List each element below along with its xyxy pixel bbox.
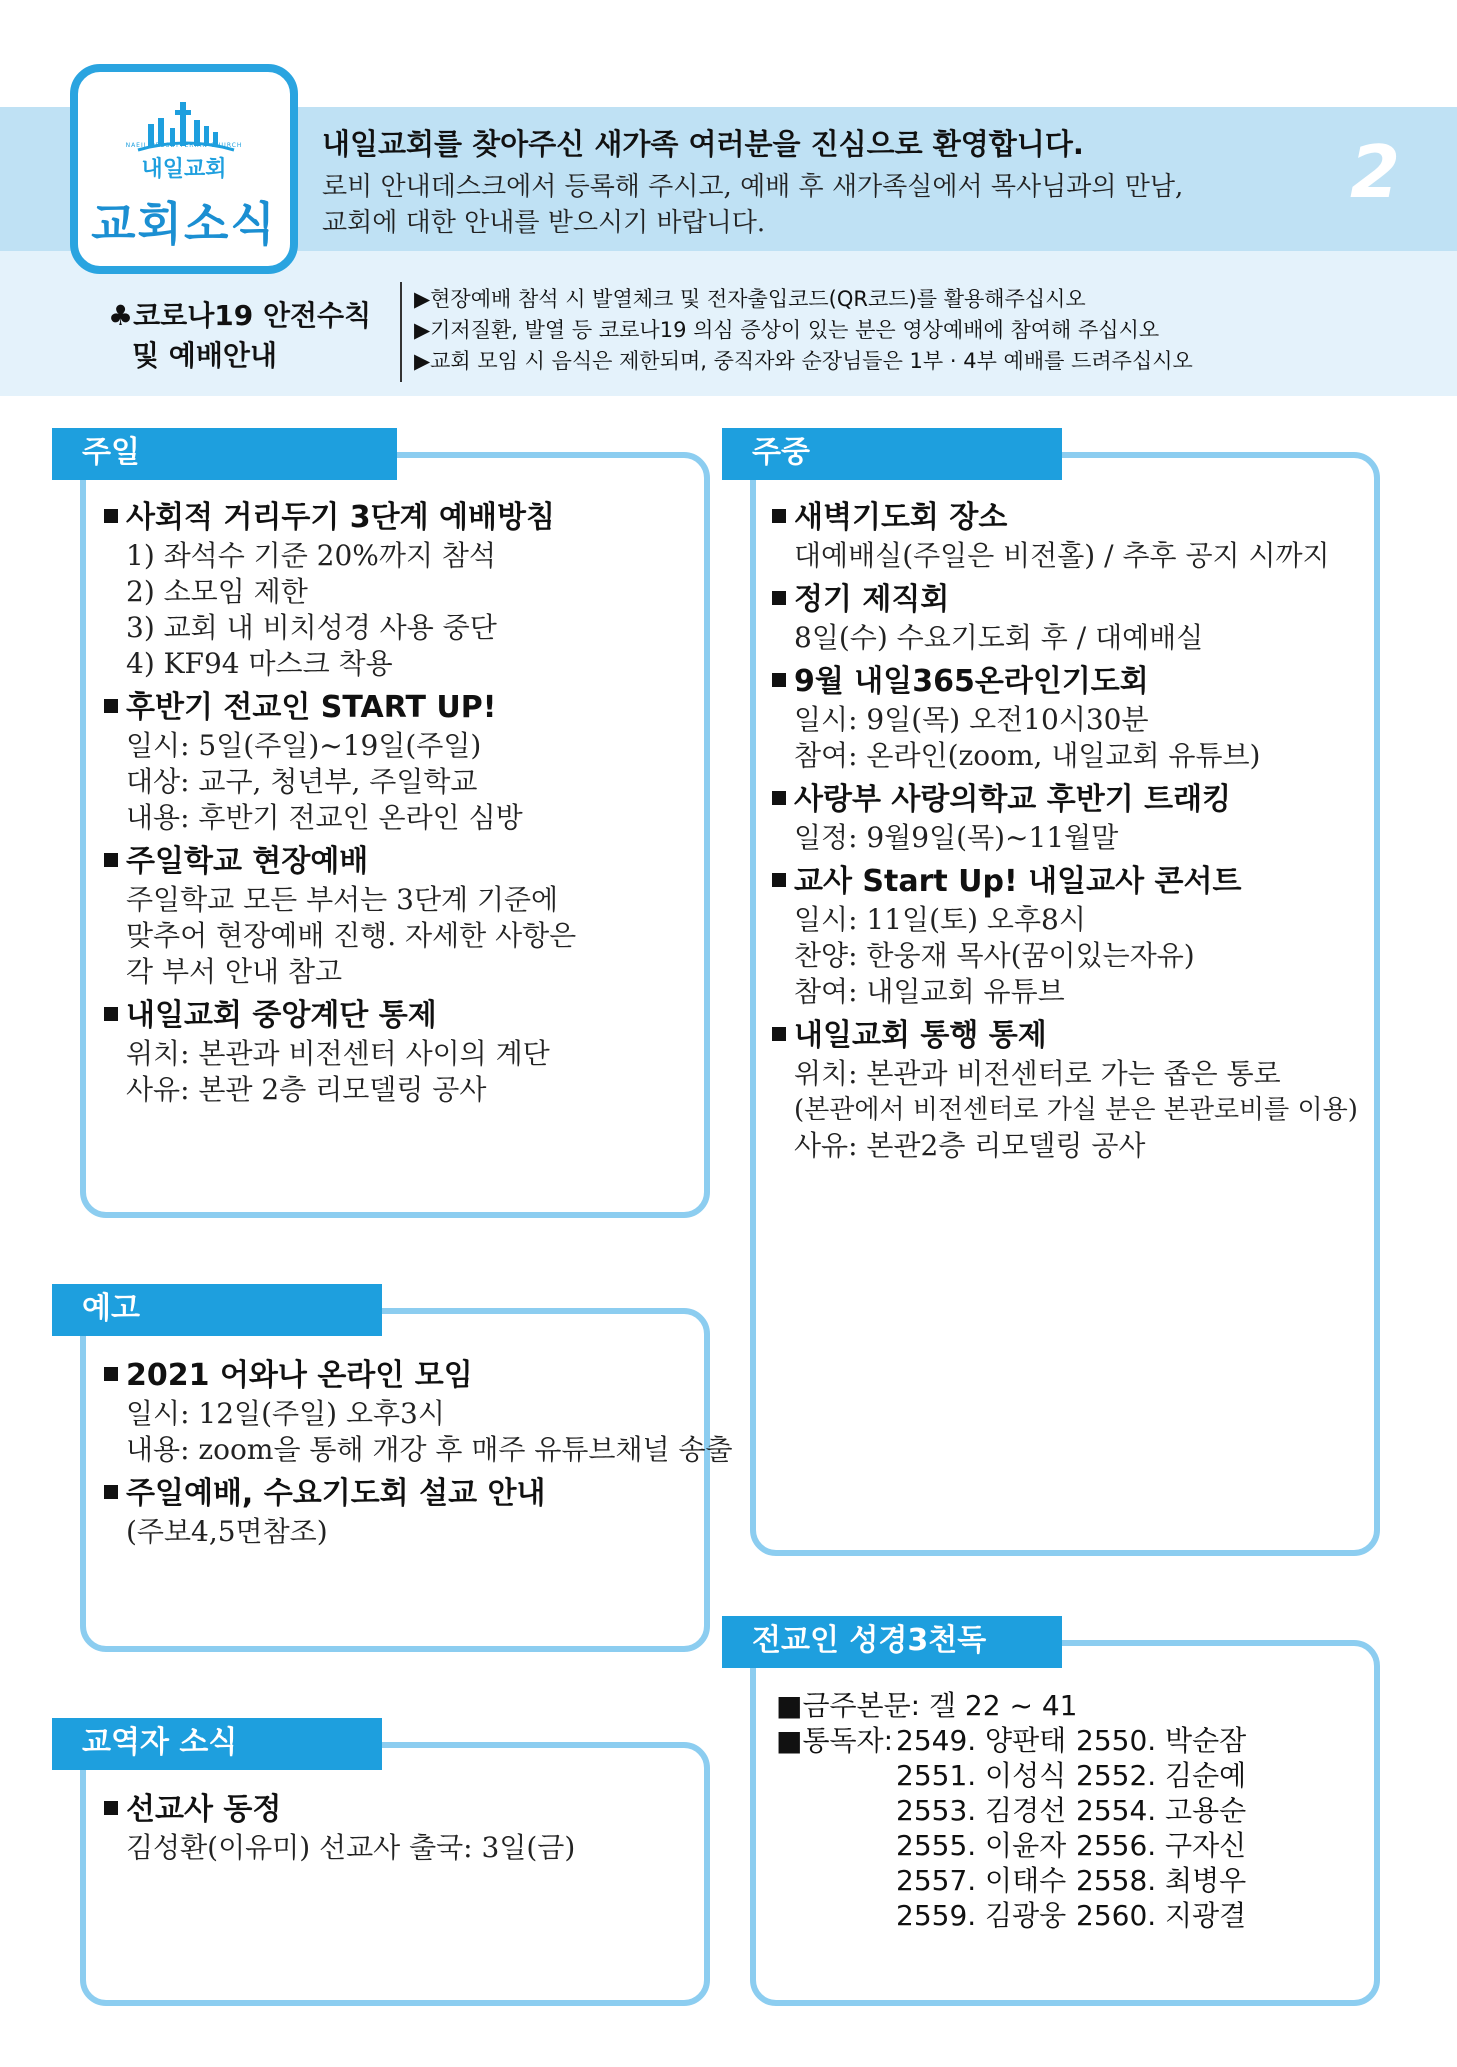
item-line: 3) 교회 내 비치성경 사용 중단 — [126, 611, 497, 644]
minister-card — [80, 1742, 710, 2006]
reader-name: 2551. 이성식 — [896, 1759, 1067, 1792]
covid-guidelines — [414, 284, 1193, 377]
welcome-line: 로비 안내데스크에서 등록해 주시고, 예배 후 새가족실에서 목사님과의 만남, — [322, 172, 1184, 202]
reader-name: 2559. 김광웅 — [896, 1899, 1067, 1932]
bullet-square-icon — [772, 509, 786, 523]
news-item — [104, 842, 704, 990]
bullet-square-icon — [772, 791, 786, 805]
reader-name: 2549. 양판태 — [896, 1724, 1067, 1757]
news-item — [104, 1790, 704, 1866]
section-title: 교회소식 — [91, 197, 277, 251]
item-line: 일시: 5일(주일)~19일(주일) — [126, 729, 482, 762]
item-line: 2) 소모임 제한 — [126, 575, 308, 608]
news-item — [772, 498, 1372, 574]
item-title: 선교사 동정 — [126, 1792, 282, 1827]
item-title: 정기 제직회 — [794, 582, 950, 617]
covid-title-line: 및 예배안내 — [132, 339, 277, 372]
bible-reading-tab: 전교인 성경3천독 — [722, 1616, 1062, 1668]
item-line: 1) 좌석수 기준 20%까지 참석 — [126, 539, 497, 572]
readers-label: ■통독자: — [776, 1724, 894, 1757]
sunday-tab: 주일 — [52, 428, 397, 480]
guideline-item: ▶기저질환, 발열 등 코로나19 의심 증상이 있는 분은 영상예배에 참여해 주십시오 — [414, 318, 1160, 342]
item-line: 참여: 내일교회 유튜브 — [794, 975, 1065, 1008]
covid-title-line: ♣코로나19 안전수칙 — [108, 299, 372, 332]
reader-name: 2554. 고용순 — [1076, 1794, 1247, 1827]
item-line: 4) KF94 마스크 착용 — [126, 647, 393, 680]
item-title: 주일예배, 수요기도회 설교 안내 — [126, 1476, 546, 1511]
item-line: 각 부서 안내 참고 — [126, 955, 343, 988]
item-title: 사랑부 사랑의학교 후반기 트래킹 — [794, 782, 1232, 817]
item-line: (주보4,5면참조) — [126, 1515, 328, 1548]
news-item — [772, 780, 1372, 856]
item-title: 내일교회 중앙계단 통제 — [126, 998, 437, 1033]
bullet-square-icon — [104, 509, 118, 523]
reader-name: 2558. 최병우 — [1076, 1864, 1247, 1897]
reader-name: 2553. 김경선 — [896, 1794, 1067, 1827]
item-title: 사회적 거리두기 3단계 예배방침 — [126, 500, 555, 535]
item-title: 교사 Start Up! 내일교사 콘서트 — [794, 864, 1242, 899]
item-line: 8일(수) 수요기도회 후 / 대예배실 — [794, 621, 1204, 654]
news-item — [104, 996, 704, 1108]
notice-items — [104, 1356, 733, 1556]
welcome-line: 교회에 대한 안내를 받으시기 바랍니다. — [322, 208, 766, 238]
reader-name: 2556. 구자신 — [1076, 1829, 1247, 1862]
readers-grid — [776, 1723, 1356, 1933]
item-line: 내용: zoom을 통해 개강 후 매주 유튜브채널 송출 — [126, 1433, 733, 1466]
news-item — [772, 862, 1372, 1010]
item-title: 후반기 전교인 START UP! — [126, 690, 497, 725]
item-line: 위치: 본관과 비전센터로 가는 좁은 통로 — [794, 1057, 1281, 1090]
item-line: (본관에서 비전센터로 가실 분은 본관로비를 이용) — [794, 1095, 1358, 1125]
item-title: 내일교회 통행 통제 — [794, 1018, 1047, 1053]
item-line: 일시: 12일(주일) 오후3시 — [126, 1397, 445, 1430]
bullet-square-icon — [104, 1367, 118, 1381]
item-line: 일시: 11일(토) 오후8시 — [794, 903, 1086, 936]
bullet-square-icon — [772, 1027, 786, 1041]
item-line: 일정: 9월9일(목)~11월말 — [794, 821, 1119, 854]
item-line: 참여: 온라인(zoom, 내일교회 유튜브) — [794, 739, 1261, 772]
sunday-items — [104, 498, 704, 1114]
bullet-square-icon — [104, 1801, 118, 1815]
news-item — [772, 1016, 1372, 1164]
item-line: 사유: 본관2층 리모델링 공사 — [794, 1129, 1146, 1162]
item-line: 맞추어 현장예배 진행. 자세한 사항은 — [126, 919, 577, 952]
church-logo-box — [70, 64, 298, 274]
news-item — [104, 1474, 704, 1550]
item-line: 일시: 9일(목) 오전10시30분 — [794, 703, 1149, 736]
bullet-square-icon — [104, 699, 118, 713]
guideline-item: ▶교회 모임 시 음식은 제한되며, 중직자와 순장님들은 1부 · 4부 예배를 드려주십시오 — [414, 349, 1193, 373]
passage-label: ■금주본문: 겔 22 ~ 41 — [776, 1689, 1078, 1722]
minister-tab: 교역자 소식 — [52, 1718, 382, 1770]
item-line: 대상: 교구, 청년부, 주일학교 — [126, 765, 478, 798]
news-item — [772, 662, 1372, 774]
welcome-message — [322, 122, 1183, 241]
guideline-item: ▶현장예배 참석 시 발열체크 및 전자출입코드(QR코드)를 활용해주십시오 — [414, 287, 1086, 311]
bullet-square-icon — [772, 873, 786, 887]
item-line: 내용: 후반기 전교인 온라인 심방 — [126, 801, 523, 834]
news-item — [104, 498, 704, 682]
bible-reading-content — [776, 1688, 1356, 1933]
item-line: 김성환(이유미) 선교사 출국: 3일(금) — [126, 1831, 576, 1864]
bullet-square-icon — [104, 1485, 118, 1499]
reader-name: 2557. 이태수 — [896, 1864, 1067, 1897]
welcome-title: 내일교회를 찾아주신 새가족 여러분을 진심으로 환영합니다. — [322, 127, 1084, 161]
covid-title — [108, 296, 371, 376]
weekday-items — [772, 498, 1372, 1170]
weekday-tab: 주중 — [722, 428, 1062, 480]
page-number: 2 — [1350, 130, 1401, 214]
bullet-square-icon — [104, 1007, 118, 1021]
bullet-square-icon — [772, 591, 786, 605]
reader-name: 2560. 지광결 — [1076, 1899, 1247, 1932]
bullet-square-icon — [104, 853, 118, 867]
item-line: 찬양: 한웅재 목사(꿈이있는자유) — [794, 939, 1195, 972]
item-title: 9월 내일365온라인기도회 — [794, 664, 1149, 699]
item-line: 위치: 본관과 비전센터 사이의 계단 — [126, 1037, 550, 1070]
logo-name: 내일교회 — [141, 157, 227, 182]
logo-subtitle: NAEIL PRESBYTERIAN CHURCH — [125, 142, 243, 149]
reader-name: 2555. 이윤자 — [896, 1829, 1067, 1862]
item-title: 새벽기도회 장소 — [794, 500, 1008, 535]
divider — [400, 282, 402, 382]
item-line: 주일학교 모든 부서는 3단계 기준에 — [126, 883, 559, 916]
item-title: 주일학교 현장예배 — [126, 844, 369, 879]
reader-name: 2550. 박순잠 — [1076, 1724, 1247, 1757]
item-line: 대예배실(주일은 비전홀) / 추후 공지 시까지 — [794, 539, 1330, 572]
news-item — [104, 1356, 733, 1468]
news-item — [772, 580, 1372, 656]
item-line: 사유: 본관 2층 리모델링 공사 — [126, 1073, 487, 1106]
minister-items — [104, 1790, 704, 1872]
bullet-square-icon — [772, 673, 786, 687]
news-item — [104, 688, 704, 836]
notice-tab: 예고 — [52, 1284, 382, 1336]
item-title: 2021 어와나 온라인 모임 — [126, 1358, 473, 1393]
reader-name: 2552. 김순예 — [1076, 1759, 1247, 1792]
